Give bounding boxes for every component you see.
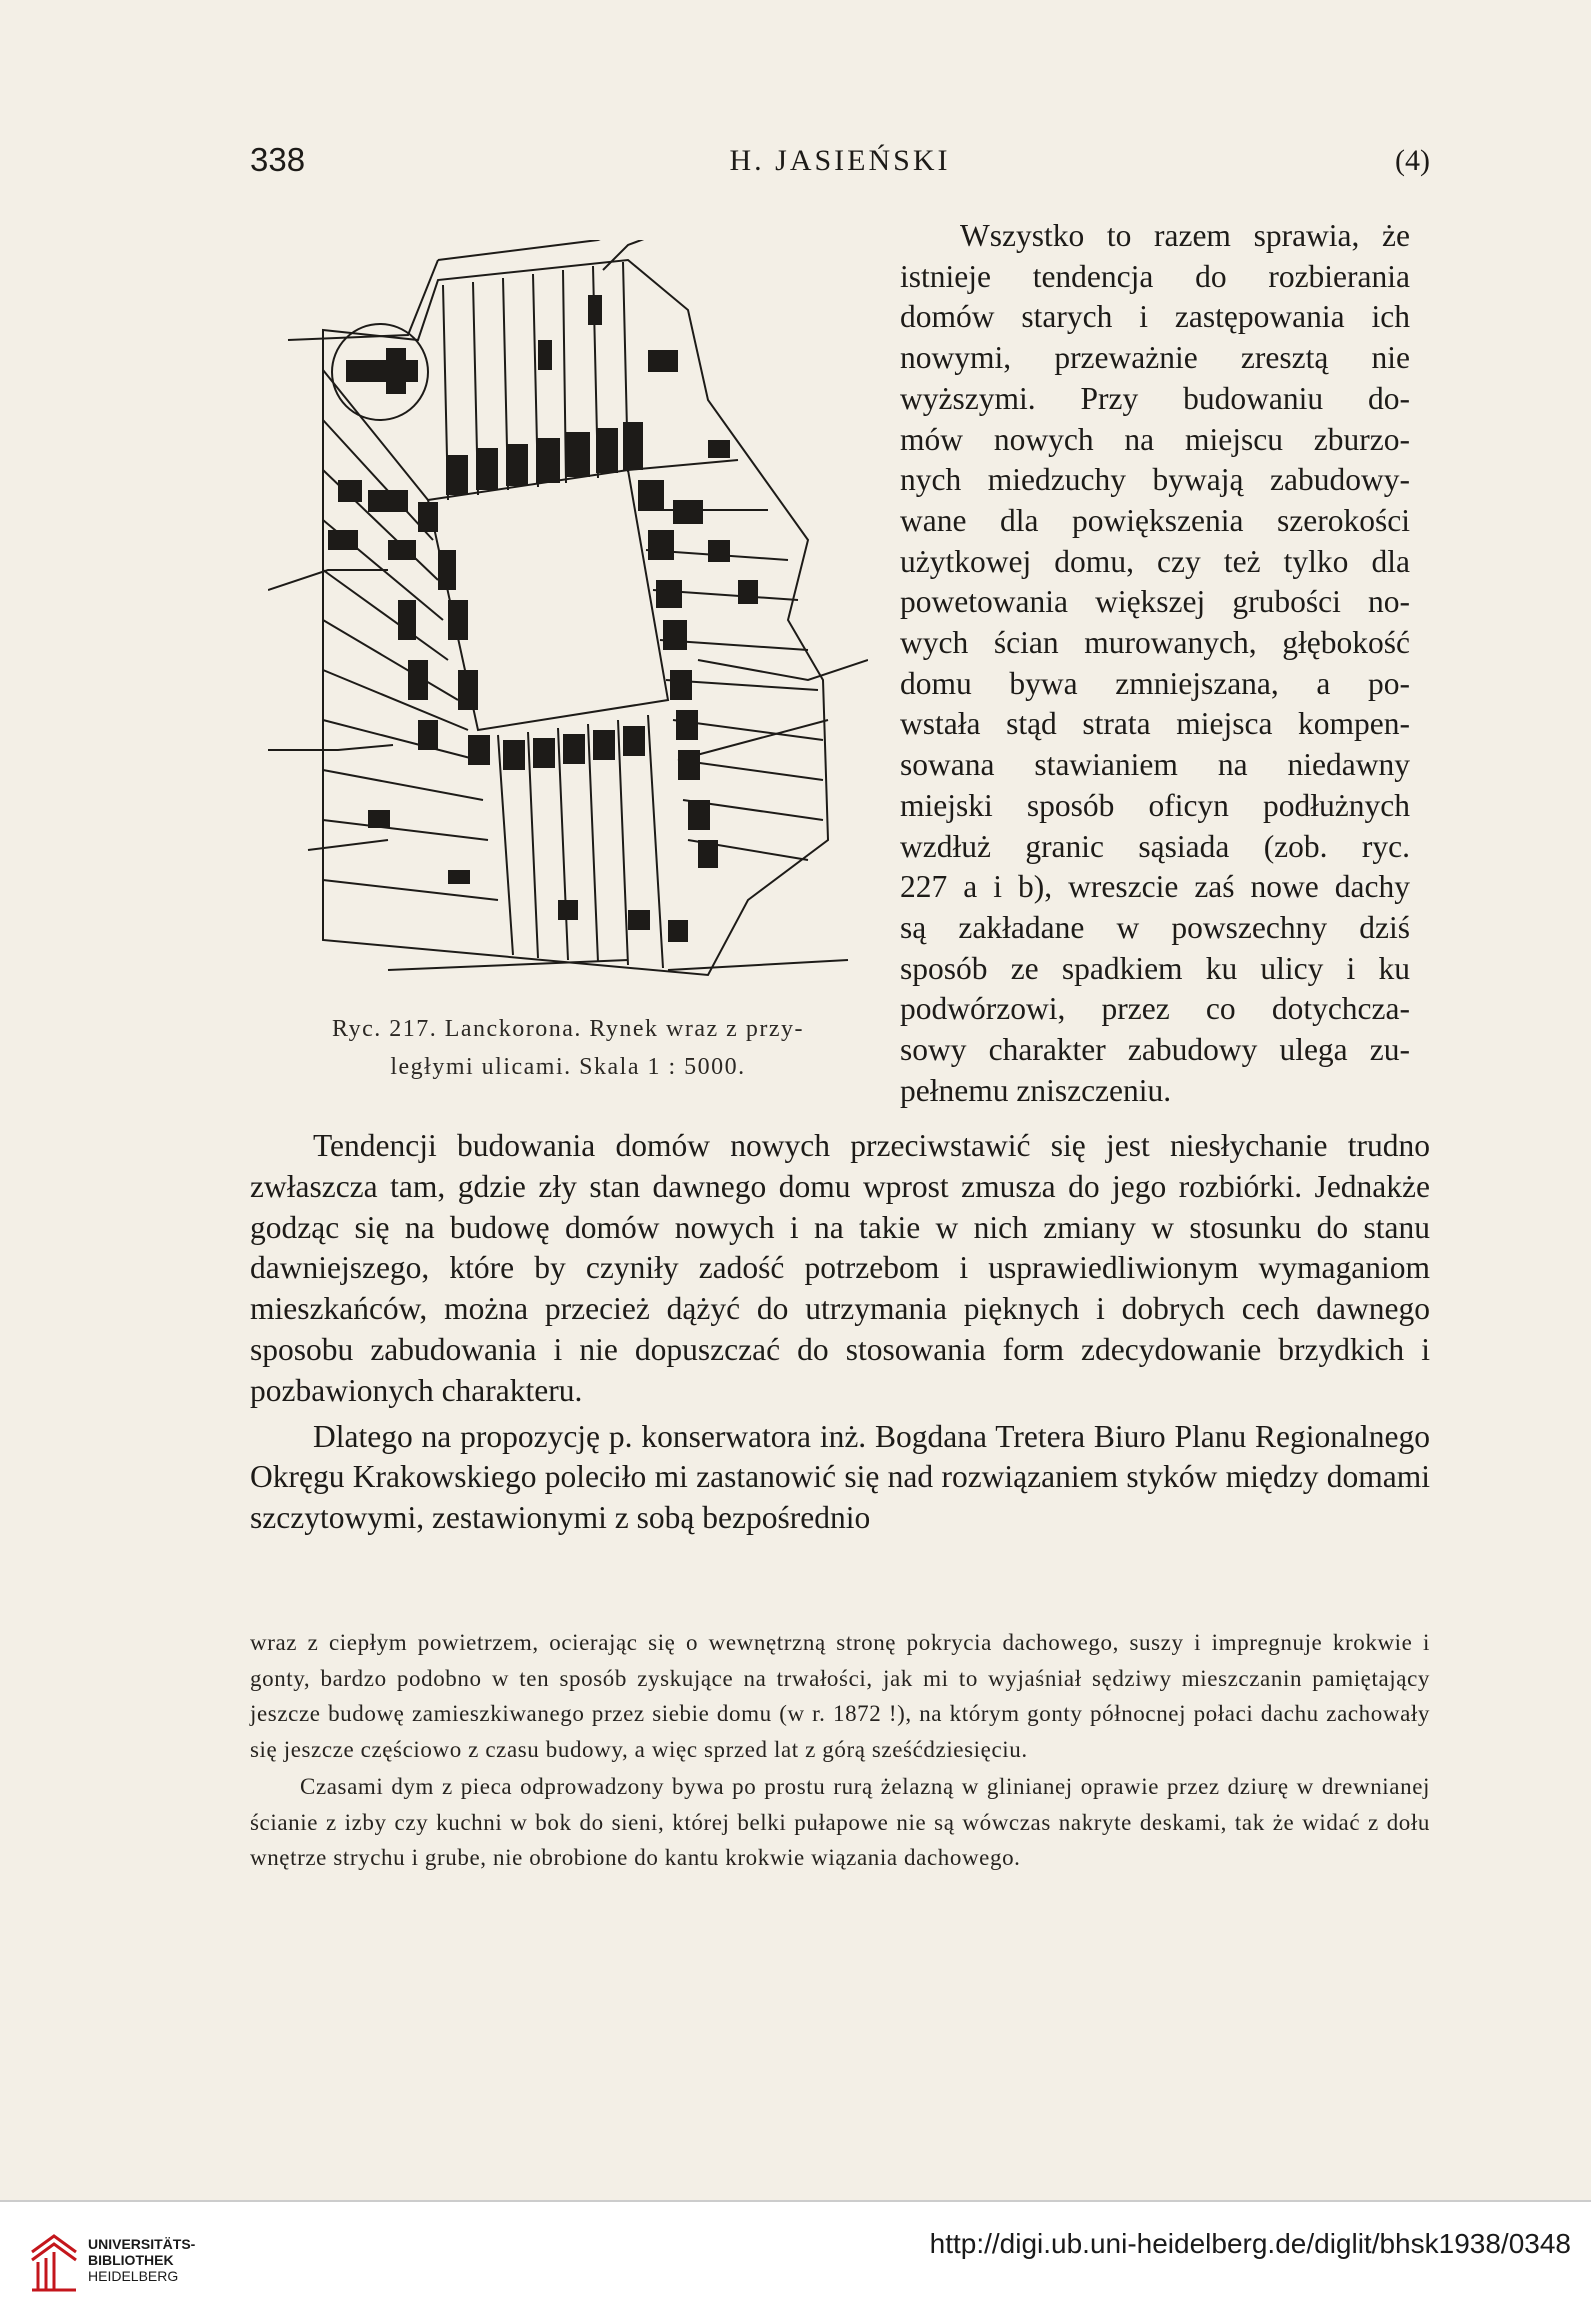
building-block [418,502,438,532]
running-head-author: H. JASIEŃSKI [729,144,951,177]
text-line: domów starych i zastępowania ich [900,299,1410,335]
building-block [368,490,408,512]
building-block [448,600,468,640]
building-block [688,800,710,830]
building-block [418,720,438,750]
text-line: sowy charakter zabudowy ulega zu- [900,1032,1410,1068]
building-block [566,432,590,477]
building-block [388,540,416,560]
text-line: istnieje tendencja do rozbierania [900,258,1410,294]
text-line: wyższymi. Przy budowaniu do- [900,380,1410,416]
text-line: sowana stawianiem na niedawny [900,747,1410,783]
building-block [438,550,456,590]
map-street-line [698,660,868,680]
body-text [250,1126,1430,1539]
church-symbol [346,348,418,394]
building-block [536,438,560,483]
caption-line-2: ległymi ulicami. Skala 1 : 5000. [390,1054,746,1080]
library-logo-icon [28,2232,80,2292]
text-line: Wszystko to razem sprawia, że [960,218,1410,253]
building-block [708,440,730,458]
footnote-continuation: wraz z ciepłym powietrzem, ocierając się o wewnętrzną stronę pokrycia dachowego, suszy i impregnuje krokwie i gonty, bardzo podobno w ten sposób zyskujące na trwałości, jak mi to wyjaśniał sędziwy mieszczanin pamiętający jeszcze budowę zamieszkiwanego przez siebie domu (w r. 1872 !), na którym gonty północnej połaci dachu zachowały się jeszcze częściowo z czasu budowy, a więc sprzed lat z górą sześćdziesięciu. [250,1630,1430,1762]
building-block [446,455,468,495]
text-line: nych miedzuchy bywają zabudowy- [900,462,1410,498]
building-block [656,580,682,608]
wrapped-paragraph [900,216,1410,1111]
building-block [476,448,498,490]
building-block [503,740,525,770]
building-block [593,730,615,760]
building-block [506,444,528,486]
building-block [638,480,664,510]
town-square-plan-map [268,240,868,980]
building-block [628,910,650,930]
building-block [563,734,585,764]
text-line: domu bywa zmniejszana, a po- [900,665,1410,701]
map-street-line [668,960,848,970]
building-block [648,530,674,560]
digitization-footer [0,2200,1591,2317]
text-line: nowymi, przeważnie zresztą nie [900,340,1410,376]
building-block [328,530,358,550]
text-line: użytkowej domu, czy też tylko dla [900,543,1410,579]
building-block [596,428,618,473]
text-line: powetowania większej grubości no- [900,584,1410,620]
running-head-section: (4) [1395,144,1430,177]
text-line: miejski sposób oficyn podłużnych [900,787,1410,823]
building-block [588,295,602,325]
map-street-line [308,840,388,850]
building-block [408,660,428,700]
text-line: podwórzowi, przez co dotychcza- [900,991,1410,1027]
map-street-line [268,745,393,750]
text-line: wzdłuż granic sąsiada (zob. ryc. [900,828,1410,864]
building-block [648,350,678,372]
building-block [538,340,552,370]
building-block [458,670,478,710]
building-block [708,540,730,562]
building-block [623,422,643,470]
text-line: wych ścian murowanych, głębokość [900,625,1410,661]
building-block [338,480,362,502]
building-block [678,750,700,780]
text-line: sposób ze spadkiem ku ulicy i ku [900,950,1410,986]
text-line: wane dla powiększenia szerokości [900,502,1410,538]
building-block [558,900,578,920]
building-block [468,735,490,765]
page-number: 338 [250,141,306,178]
figure-caption [258,1010,878,1086]
source-url-link[interactable]: http://digi.ub.uni-heidelberg.de/diglit/bhsk1938/0348 [929,2228,1571,2259]
building-block [668,920,688,942]
text-line: wstała stąd strata miejsca kompen- [900,706,1410,742]
footnote: Czasami dym z pieca odprowadzony bywa po prostu rurą żelazną w glinianej oprawie przez dziurę w drewnianej ścianie z izby czy kuchni w bok do sieni, której belki pułapowe nie są wówczas nakryte deskami, tak że widać z dołu wnętrze strychu i grube, nie obrobione do kantu krokwie wiązania dachowego. [250,1774,1430,1870]
text-line: 227 a i b), wreszcie zaś nowe dachy [900,869,1410,905]
building-block [663,620,687,650]
paragraph: Tendencji budowania domów nowych przeciwstawić się jest niesłychanie trudno zwłaszcza tam, gdzie zły stan dawnego domu wprost zmusza do jego rozbiórki. Jednakże godząc się na budowę domów nowych i na takie w nich zmiany w stosunku do stanu dawniejszego, które by czyniły zadość potrzebom i usprawiedliwionym wymaganiom mieszkańców, można przecież dążyć do utrzymania pięknych i dobrych cech dawnego sposobu zabudowania i nie dopuszczać do stosowania form zdecydowanie brzydkich i pozbawionych charakteru. [250,1128,1430,1408]
caption-line-1: Ryc. 217. Lanckorona. Rynek wraz z przy- [332,1016,804,1042]
building-block [738,580,758,604]
building-block [448,870,470,884]
map-street-line [678,720,828,760]
text-line: są zakładane w powszechny dziś [900,909,1410,945]
building-block [670,670,692,700]
building-block [533,738,555,768]
library-name: UNIVERSITÄTS- BIBLIOTHEK HEIDELBERG [88,2236,196,2284]
building-block [676,710,698,740]
footnotes [250,1625,1430,1876]
paragraph: Dlatego na propozycję p. konserwatora inż. Bogdana Tretera Biuro Planu Regionalnego Okręgu Krakowskiego poleciło mi zastanowić się nad rozwiązaniem styków między domami szczytowymi, zestawionymi z sobą bezpośrednio [250,1418,1430,1536]
building-block [398,600,416,640]
text-line: mów nowych na miejscu zburzo- [900,421,1410,457]
building-block [623,726,645,756]
building-block [673,500,703,524]
building-block [698,840,718,868]
building-block [368,810,390,828]
running-head [250,141,1430,181]
text-line: pełnemu zniszczeniu. [900,1072,1172,1108]
